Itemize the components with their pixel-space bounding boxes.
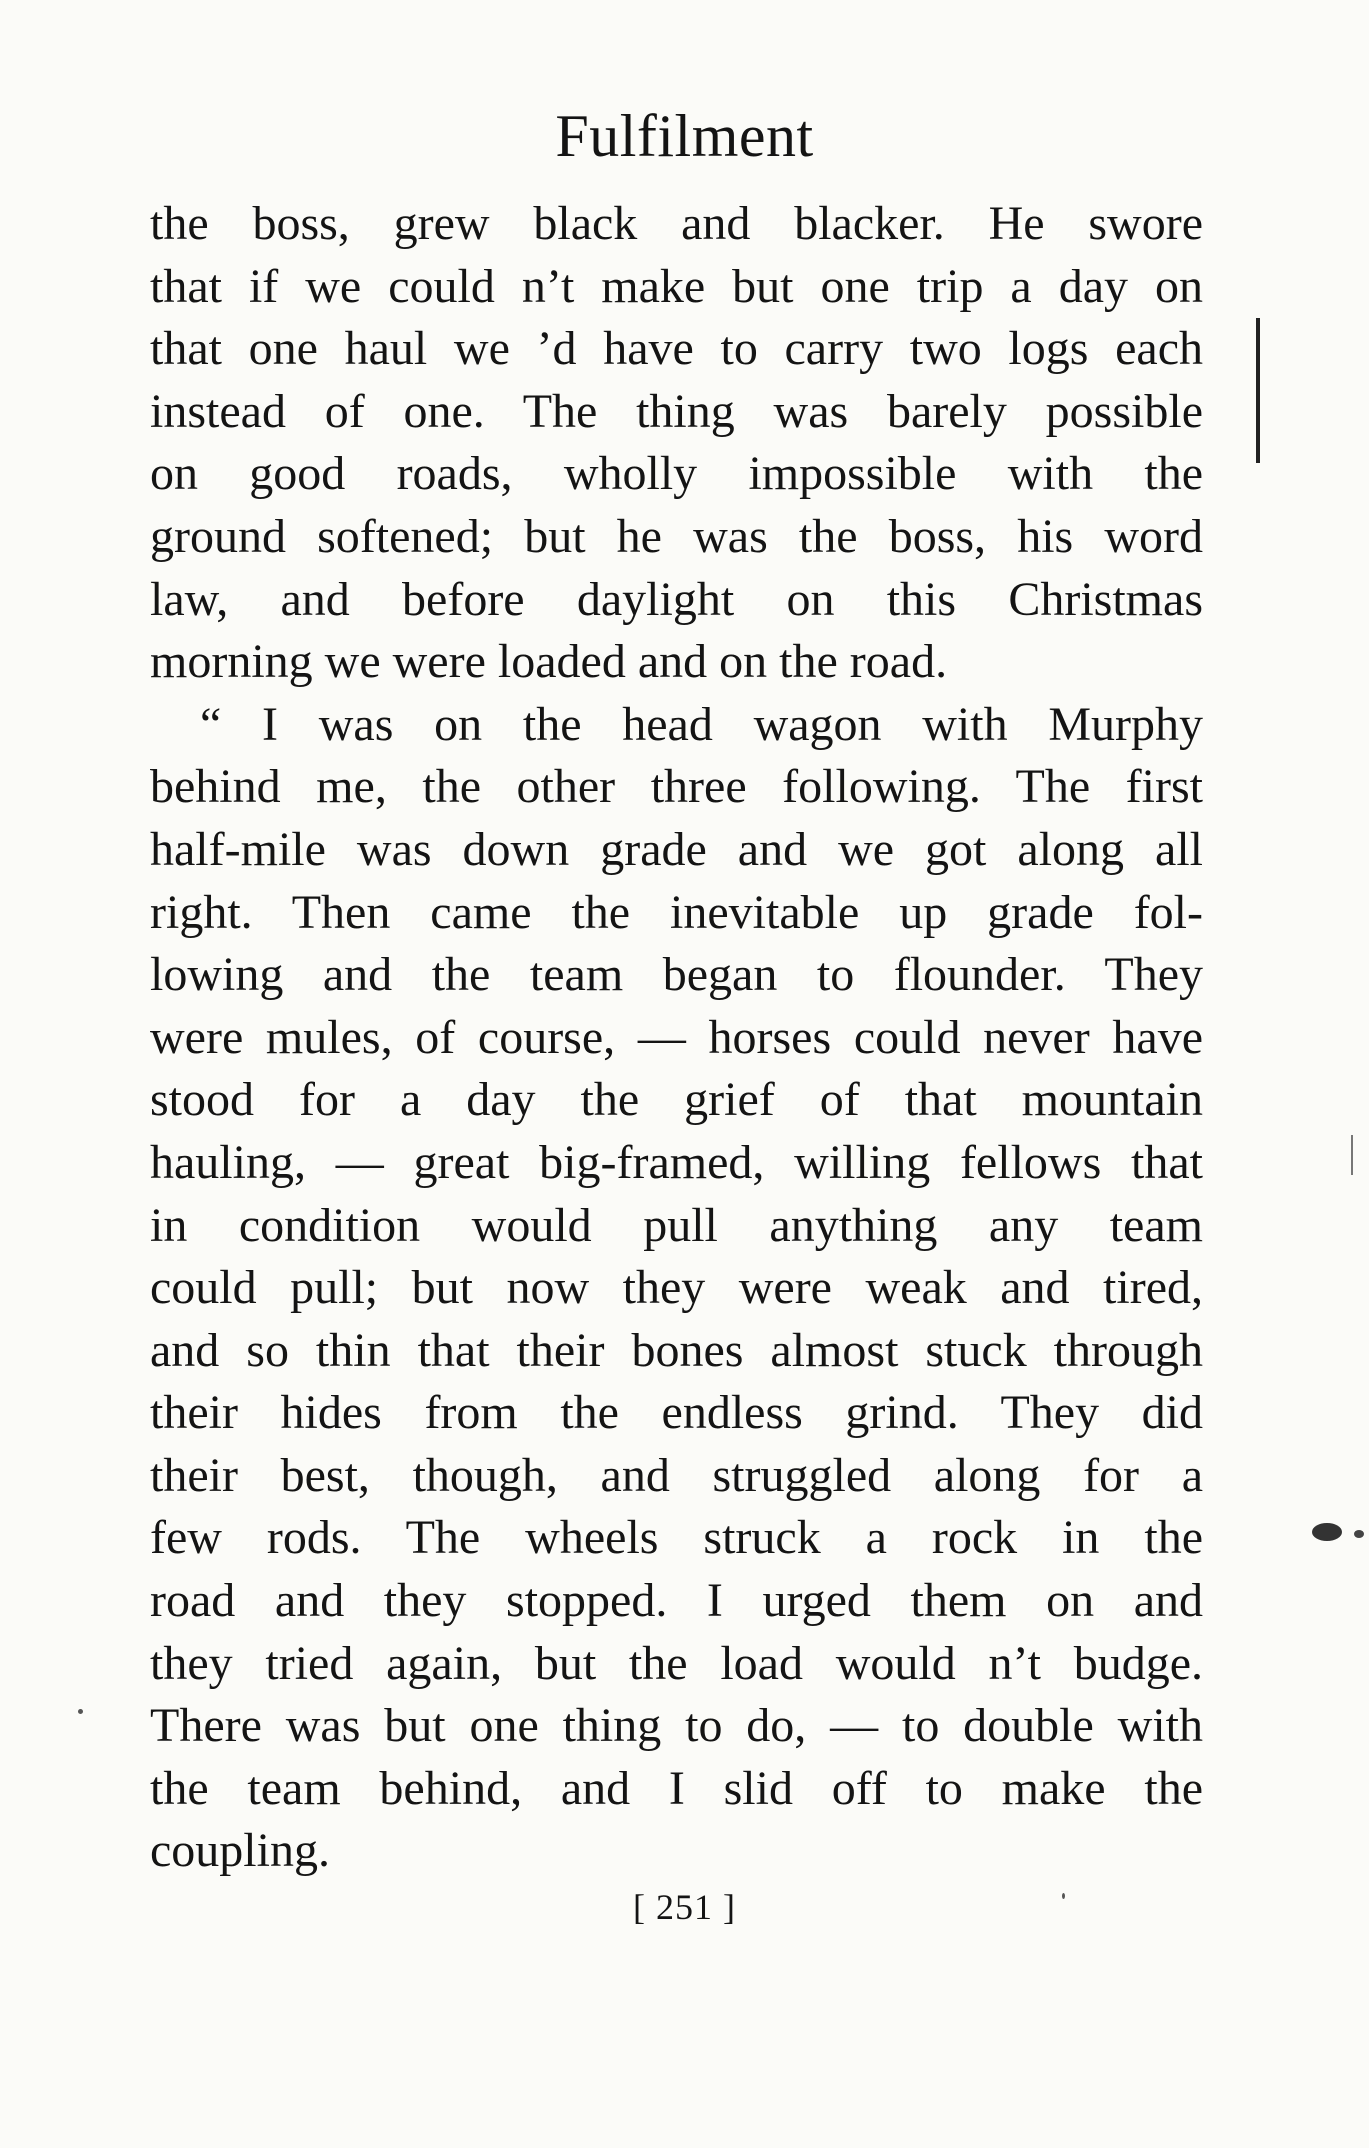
ink-speck [1062,1893,1065,1899]
text-line: lowing and the team began to flounder. They [150,948,1203,1002]
text-line: stood for a day the grief of that mountain [150,1073,1203,1127]
text-line: on good roads, wholly impossible with the [150,447,1203,501]
text-line: that if we could n’t make but one trip a day on [150,259,1203,313]
text-line: in condition would pull anything any team [150,1198,1203,1252]
text-line: There was but one thing to do, — to double with [150,1699,1203,1753]
text-line: road and they stopped. I urged them on and [150,1574,1203,1628]
text-line: right. Then came the inevitable up grade fol- [150,885,1203,939]
text-line: their best, though, and struggled along for a [150,1448,1203,1502]
text-line: instead of one. The thing was barely possible [150,384,1203,438]
text-line: they tried again, but the load would n’t budge. [150,1636,1203,1690]
text-line: behind me, the other three following. The first [150,760,1203,814]
text-line: their hides from the endless grind. They did [150,1386,1203,1440]
text-line: few rods. The wheels struck a rock in the [150,1511,1203,1565]
text-line: and so thin that their bones almost stuck through [150,1323,1203,1377]
text-line: morning we were loaded and on the road. [150,635,948,689]
text-line: could pull; but now they were weak and tired, [150,1261,1203,1315]
text-line: law, and before daylight on this Christmas [150,572,1203,626]
ink-speck [1354,1530,1364,1538]
body-text [150,193,1203,1883]
ink-speck [78,1709,83,1714]
text-line: the boss, grew black and blacker. He swore [150,197,1203,250]
text-line: that one haul we ’d have to carry two logs each [150,322,1203,376]
running-head: Fulfilment [555,103,814,169]
text-line: hauling, — great big-framed, willing fellows that [150,1135,1203,1189]
text-line-paragraph-start: “ I was on the head wagon with Murphy [200,697,1203,751]
ink-blot [1312,1523,1342,1541]
text-line: coupling. [150,1824,330,1878]
page-number: [ 251 ] [633,1887,736,1927]
text-line: were mules, of course, — horses could never have [150,1010,1203,1064]
text-line: the team behind, and I slid off to make the [150,1761,1203,1815]
margin-rule-mark [1256,318,1260,463]
text-line: ground softened; but he was the boss, his word [150,509,1203,563]
margin-mark [1351,1135,1353,1175]
text-line: half-mile was down grade and we got along all [150,822,1203,876]
